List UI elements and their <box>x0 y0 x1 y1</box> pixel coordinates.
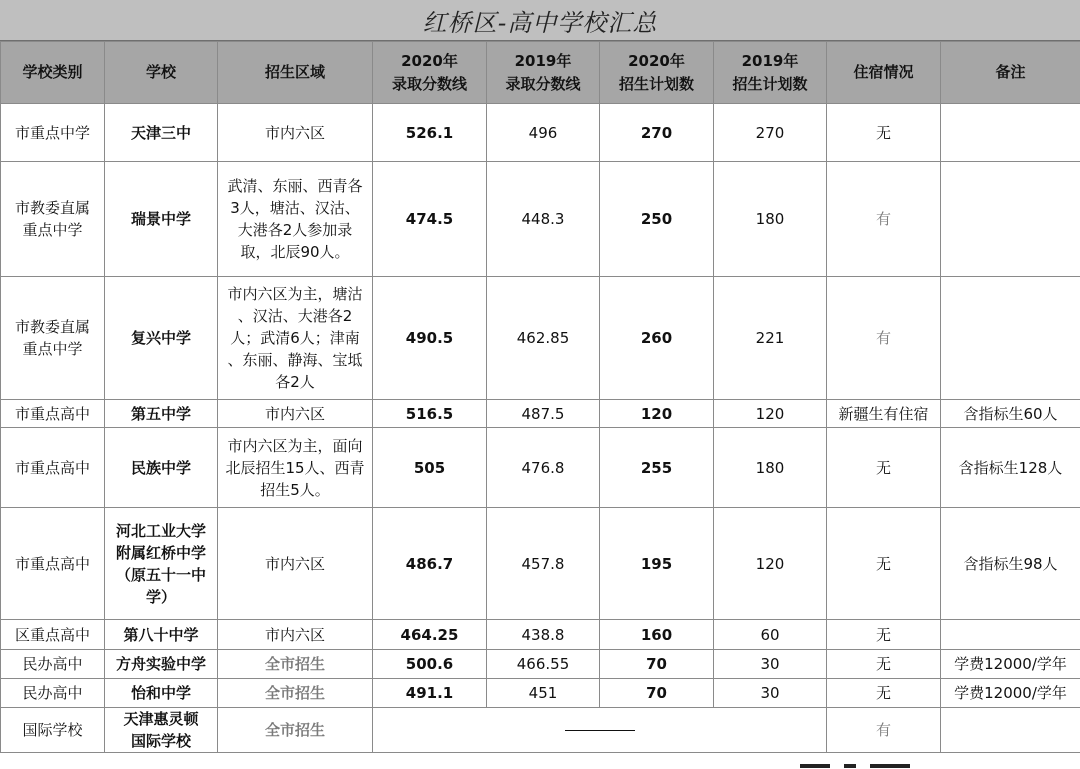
score-2019-cell: 476.8 <box>487 428 600 508</box>
dorm-cell: 新疆生有住宿 <box>827 400 941 428</box>
score-2020-cell: 500.6 <box>373 650 487 679</box>
score-2020-cell: 505 <box>373 428 487 508</box>
category-cell <box>1 104 105 162</box>
plan-2019-cell: 270 <box>714 104 827 162</box>
header-cell: 2020年 招生计划数 <box>600 42 714 104</box>
cropped-footer-mark <box>800 764 930 769</box>
area-cell-line: 3人，塘沽、汉沽、 <box>230 199 360 217</box>
score-2019-cell: 496 <box>487 104 600 162</box>
dorm-cell: 无 <box>827 104 941 162</box>
header-cell: 住宿情况 <box>827 42 941 104</box>
school-cell <box>105 708 218 753</box>
area-cell-line: 取，北辰90人。 <box>240 243 350 261</box>
score-2019-cell: 457.8 <box>487 508 600 620</box>
score-2019-cell: 466.55 <box>487 650 600 679</box>
category-cell-line: 民办高中 <box>22 684 83 702</box>
category-cell-line: 市教委直属 <box>14 199 90 217</box>
table-row <box>1 679 1080 708</box>
area-cell <box>218 620 373 650</box>
area-cell-line: 全市招生 <box>264 721 325 739</box>
area-cell-line: 全市招生 <box>264 655 325 673</box>
score-2020-cell: 486.7 <box>373 508 487 620</box>
dash-line <box>565 730 635 731</box>
school-cell-line: 瑞景中学 <box>130 210 191 228</box>
score-2020-cell: 491.1 <box>373 679 487 708</box>
note-cell <box>941 277 1080 400</box>
plan-2019-cell: 221 <box>714 277 827 400</box>
header-cell: 学校类别 <box>1 42 105 104</box>
school-table <box>0 41 1080 753</box>
school-cell-line: 民族中学 <box>130 458 191 477</box>
note-cell: 含指标生128人 <box>941 428 1080 508</box>
area-cell-line: 武清、东丽、西青各 <box>227 177 363 195</box>
note-cell: 含指标生98人 <box>941 508 1080 620</box>
area-cell <box>218 428 373 508</box>
note-cell <box>941 708 1080 753</box>
plan-2019-cell: 180 <box>714 428 827 508</box>
note-cell <box>941 162 1080 277</box>
plan-2019-cell: 30 <box>714 679 827 708</box>
note-cell: 含指标生60人 <box>941 400 1080 428</box>
school-cell-line: 第五中学 <box>130 404 191 423</box>
category-cell <box>1 650 105 679</box>
school-cell-line: 怡和中学 <box>130 684 191 702</box>
category-cell <box>1 620 105 650</box>
score-2020-cell: 526.1 <box>373 104 487 162</box>
area-cell-line: 、汉沽、大港各2 <box>237 307 353 325</box>
dorm-cell: 有 <box>827 162 941 277</box>
category-cell-line: 民办高中 <box>22 655 83 673</box>
category-cell <box>1 508 105 620</box>
school-cell <box>105 679 218 708</box>
note-cell: 学费12000/学年 <box>941 650 1080 679</box>
school-cell-line: 附属红桥中学 <box>115 543 206 562</box>
school-cell <box>105 162 218 277</box>
school-cell-line: （原五十一中 <box>115 565 206 584</box>
plan-2019-cell: 60 <box>714 620 827 650</box>
table-row <box>1 104 1080 162</box>
note-cell: 学费12000/学年 <box>941 679 1080 708</box>
header-cell: 学校 <box>105 42 218 104</box>
category-cell-line: 重点中学 <box>22 340 83 358</box>
area-cell-line: 市内六区为主，塘沽 <box>227 285 363 303</box>
school-cell-line: 方舟实验中学 <box>115 655 206 673</box>
school-cell <box>105 277 218 400</box>
area-cell <box>218 650 373 679</box>
score-2019-cell: 462.85 <box>487 277 600 400</box>
area-cell-line: 市内六区 <box>264 404 325 423</box>
school-cell <box>105 650 218 679</box>
category-cell-line: 市教委直属 <box>14 318 90 336</box>
dorm-cell: 无 <box>827 620 941 650</box>
plan-2020-cell: 260 <box>600 277 714 400</box>
area-cell-line: 市内六区 <box>264 554 325 573</box>
school-cell <box>105 104 218 162</box>
school-cell-line: 国际学校 <box>130 732 191 750</box>
plan-2019-cell: 180 <box>714 162 827 277</box>
school-cell-line: 复兴中学 <box>130 329 191 347</box>
area-cell-line: 北辰招生15人、西青 <box>225 458 365 477</box>
category-cell <box>1 708 105 753</box>
plan-2019-cell: 120 <box>714 508 827 620</box>
note-cell <box>941 620 1080 650</box>
category-cell-line: 市重点高中 <box>14 404 90 423</box>
school-cell-line: 天津惠灵顿 <box>123 710 199 728</box>
dorm-cell: 无 <box>827 428 941 508</box>
score-2019-cell: 487.5 <box>487 400 600 428</box>
score-2019-cell: 448.3 <box>487 162 600 277</box>
area-cell-line: 招生5人。 <box>260 480 330 499</box>
header-cell: 招生区域 <box>218 42 373 104</box>
merged-empty-cell <box>373 708 827 753</box>
area-cell <box>218 679 373 708</box>
score-2020-cell: 490.5 <box>373 277 487 400</box>
dorm-cell: 有 <box>827 708 941 753</box>
area-cell <box>218 104 373 162</box>
school-cell <box>105 400 218 428</box>
table-row <box>1 620 1080 650</box>
area-cell-line: 市内六区 <box>264 123 325 142</box>
table-row <box>1 708 1080 753</box>
area-cell-line: 市内六区为主，面向 <box>227 436 363 455</box>
category-cell-line: 区重点高中 <box>14 625 90 644</box>
plan-2020-cell: 195 <box>600 508 714 620</box>
school-cell <box>105 620 218 650</box>
category-cell-line: 重点中学 <box>22 221 83 239</box>
plan-2019-cell: 30 <box>714 650 827 679</box>
area-cell <box>218 708 373 753</box>
table-row <box>1 400 1080 428</box>
area-cell-line: 市内六区 <box>264 625 325 644</box>
area-cell-line: 各2人 <box>275 373 315 391</box>
area-cell-line: 全市招生 <box>264 684 325 702</box>
score-2020-cell: 474.5 <box>373 162 487 277</box>
category-cell-line: 国际学校 <box>22 721 83 739</box>
area-cell-line: 大港各2人参加录 <box>237 221 353 239</box>
category-cell-line: 市重点中学 <box>14 123 90 142</box>
plan-2020-cell: 255 <box>600 428 714 508</box>
dorm-cell: 无 <box>827 679 941 708</box>
category-cell <box>1 162 105 277</box>
dorm-cell: 无 <box>827 508 941 620</box>
table-title: 红桥区-高中学校汇总 <box>422 8 658 37</box>
area-cell <box>218 277 373 400</box>
table-row <box>1 650 1080 679</box>
area-cell <box>218 162 373 277</box>
area-cell <box>218 400 373 428</box>
school-cell-line: 天津三中 <box>130 123 191 142</box>
plan-2020-cell: 70 <box>600 679 714 708</box>
plan-2019-cell: 120 <box>714 400 827 428</box>
plan-2020-cell: 70 <box>600 650 714 679</box>
note-cell <box>941 104 1080 162</box>
dorm-cell: 无 <box>827 650 941 679</box>
area-cell-line: 人；武清6人；津南 <box>230 329 360 347</box>
category-cell <box>1 679 105 708</box>
area-cell-line: 、东丽、静海、宝坻 <box>227 351 363 369</box>
header-row <box>1 42 1080 104</box>
school-cell-line: 第八十中学 <box>123 625 199 644</box>
category-cell <box>1 277 105 400</box>
school-cell <box>105 428 218 508</box>
plan-2020-cell: 120 <box>600 400 714 428</box>
school-cell-line: 河北工业大学 <box>115 521 206 540</box>
score-2020-cell: 464.25 <box>373 620 487 650</box>
area-cell <box>218 508 373 620</box>
plan-2020-cell: 250 <box>600 162 714 277</box>
header-cell: 备注 <box>941 42 1080 104</box>
category-cell-line: 市重点高中 <box>14 458 90 477</box>
category-cell <box>1 400 105 428</box>
school-cell-line: 学） <box>145 587 176 606</box>
table-row <box>1 508 1080 620</box>
score-2019-cell: 438.8 <box>487 620 600 650</box>
category-cell <box>1 428 105 508</box>
school-cell <box>105 508 218 620</box>
table-row <box>1 277 1080 400</box>
score-2019-cell: 451 <box>487 679 600 708</box>
score-2020-cell: 516.5 <box>373 400 487 428</box>
plan-2020-cell: 270 <box>600 104 714 162</box>
dorm-cell: 有 <box>827 277 941 400</box>
header-cell: 2019年 录取分数线 <box>487 42 600 104</box>
header-cell: 2019年 招生计划数 <box>714 42 827 104</box>
header-cell: 2020年 录取分数线 <box>373 42 487 104</box>
table-row <box>1 428 1080 508</box>
title-bar <box>0 0 1080 41</box>
category-cell-line: 市重点高中 <box>14 554 90 573</box>
plan-2020-cell: 160 <box>600 620 714 650</box>
table-row <box>1 162 1080 277</box>
